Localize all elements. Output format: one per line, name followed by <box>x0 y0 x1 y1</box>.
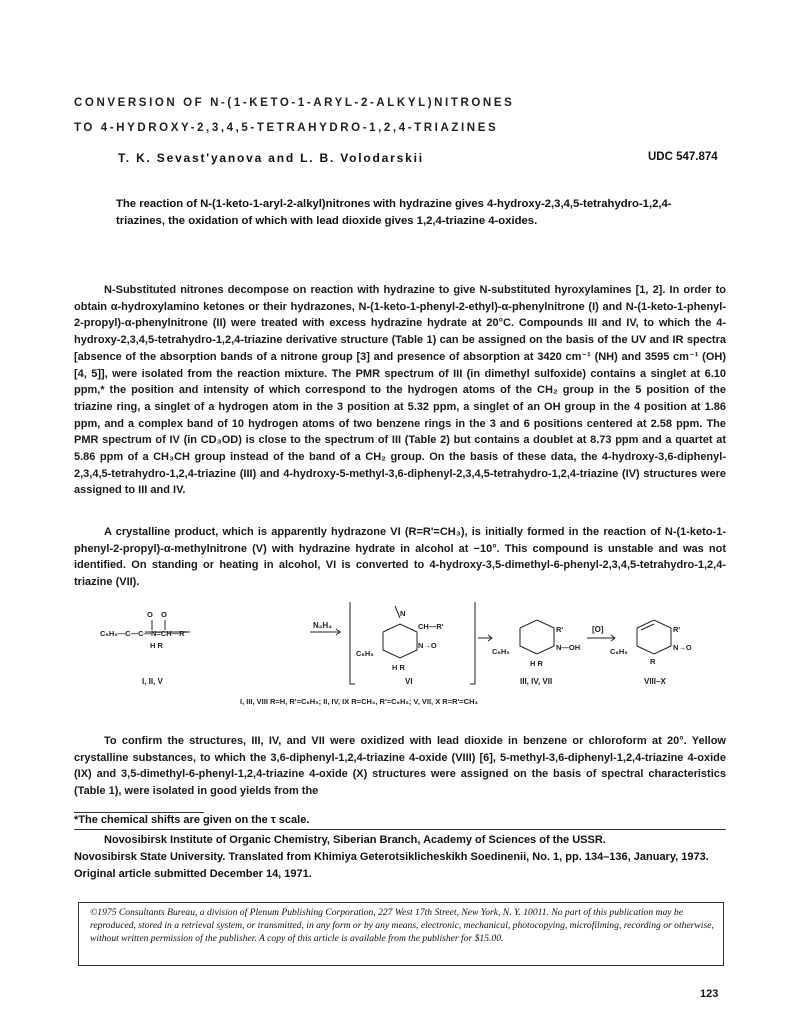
affiliation-line-1: Novosibirsk Institute of Organic Chemistry, Siberian Branch, Academy of Sciences of the USSR. <box>104 834 606 846</box>
scheme-struct-vi-n2: N→O <box>418 641 437 650</box>
footnote-rule <box>74 812 204 813</box>
scheme-struct-i-sub: H R <box>150 641 163 650</box>
scheme-struct-vi-sub: H R <box>392 663 405 672</box>
affiliation-rule <box>74 829 726 830</box>
scheme-reagent-oxidant: [O] <box>592 625 604 634</box>
body-section-1 <box>74 282 726 499</box>
paragraph-1: N-Substituted nitrones decompose on reaction with hydrazine to give N-substituted hyroxylamines [1, 2]. In order to obtain α-hydroxylamino ketones or their hydrazones, N-(1-keto-1-phenyl-2-ethyl)-α-phenylnitrone (I) and N-(1-keto-1-phenyl-2-propyl)-α-phenylnitrone (II) were treated with excess hydrazine hydrate at 20°C. Compounds III and IV, to which the 4-hydroxy-2,3,4,5-tetrahydro-1,2,4-triazine derivative structure (Table 1) can be assigned on the basis of the UV and IR spectra [absence of the absorption bands of a nitrone group [3] and presence of absorption at 3420 cm⁻¹ (NH) and 3595 cm⁻¹ (OH) [4, 5]], were isolated from the reaction mixture. The PMR spectrum of III (in dimethyl sulfoxide) contains a singlet at 6.10 ppm,* the position and intensity of which correspond to the hydrogen atoms of the CH₂ group in the 5 position of the triazine ring, a singlet of a hydrogen atom in the 3 position at 5.32 ppm, a singlet of an OH group in the 4 position at 1.86 ppm, and a complex band of 10 hydrogen atoms of two benzene rings in the 3 and 6 positions centered at 2.58 ppm. The PMR spectrum of IV (in CD₃OD) is close to the spectrum of III (Table 2) but contains a doublet at 8.73 ppm and a quartet at 5.86 ppm of a CH₃CH group instead of the band of a CH₂ group. On the basis of these data, the 4-hydroxy-3,6-diphenyl-2,3,4,5-tetrahydro-1,2,4-triazine (III) and 4-hydroxy-5-methyl-3,6-diphenyl-2,3,4,5-tetrahydro-1,2,4-triazine (IV) structures were assigned to III and IV. <box>74 284 726 497</box>
scheme-reagent-hydrazine: N₂H₄ <box>313 621 332 630</box>
footnote: *The chemical shifts are given on the τ scale. <box>74 814 310 826</box>
scheme-struct-iii-ph: C₆H₅ <box>492 647 510 656</box>
scheme-struct-vi-n: N <box>400 609 406 618</box>
scheme-label-vi: VI <box>405 677 413 686</box>
affiliation <box>74 832 726 883</box>
affiliation-line-2: Novosibirsk State University. Translated from Khimiya Geterotsiklicheskikh Soedinenii, No. 1, pp. 134–136, January, 1973. Original article submitted December 14, 1971. <box>74 851 709 880</box>
paragraph-3: To confirm the structures, III, IV, and VII were oxidized with lead dioxide in benzene or chloroform at 20°. Yellow crystalline substances, to which the 3,6-diphenyl-1,2,4-triazine 4-oxide (VIII) [6], 5-methyl-3,6-diphenyl-1,2,4-triazine 4-oxide (IX) and 3,5-dimethyl-6-phenyl-1,2,4-triazine 4-oxide (X) structures were assigned on the basis of spectral characteristics (Table 1), were isolated in good yields from the <box>74 735 726 798</box>
scheme-atom-o2: O <box>161 610 167 619</box>
copyright-notice: ©1975 Consultants Bureau, a division of Plenum Publishing Corporation, 227 West 17th Street, New York, N. Y. 10011. No part of this publication may be reproduced, stored in a retrieval system, or transmitted, in any form or by any means, electronic, mechanical, photocopying, microfilming, recording or otherwise, without written permission of the publisher. A copy of this article is available from the publisher for $15.00. <box>90 907 714 944</box>
title-line-1: CONVERSION OF N-(1-KETO-1-ARYL-2-ALKYL)NITRONES <box>74 97 515 109</box>
abstract: The reaction of N-(1-keto-1-aryl-2-alkyl)nitrones with hydrazine gives 4-hydroxy-2,3,4,5-tetrahydro-1,2,4-triazines, the oxidation of which with lead dioxide gives 1,2,4-triazine 4-oxides. <box>116 198 672 227</box>
scheme-struct-viii-r2: R <box>650 657 656 666</box>
title-line-2: TO 4-HYDROXY-2,3,4,5-TETRAHYDRO-1,2,4-TRIAZINES <box>74 122 499 134</box>
body-section-2 <box>74 524 726 591</box>
scheme-struct-vi-ch: CH—R' <box>418 622 444 631</box>
scheme-struct-viii-no: N→O <box>673 643 692 652</box>
reaction-scheme <box>100 602 720 712</box>
scheme-atom-o1: O <box>147 610 153 619</box>
scheme-struct-vi-ph: C₆H₅ <box>356 649 374 658</box>
scheme-struct-i-left: C₆H₅—C—C—N=CH—R' <box>100 629 187 638</box>
paragraph-2: A crystalline product, which is apparently hydrazone VI (R=R'=CH₃), is initially formed in the reaction of N-(1-keto-1-phenyl-2-propyl)-α-methylnitrone (V) with hydrazine hydrate in alcohol at −10°. This compound is unstable and was not identified. On standing or heating in alcohol, VI is converted to 4-hydroxy-3,5-dimethyl-6-phenyl-2,3,4,5-tetrahydro-1,2,4-triazine (VII). <box>74 526 726 589</box>
authors: T. K. Sevast'yanova and L. B. Volodarskii <box>118 151 424 165</box>
scheme-label-i-ii-v: I, II, V <box>142 677 163 686</box>
page-number: 123 <box>700 988 719 1000</box>
scheme-caption: I, III, VIII R=H, R'=C₆H₅; II, IV, IX R=CH₃, R'=C₆H₅; V, VII, X R=R'=CH₃ <box>240 697 478 706</box>
scheme-struct-viii-ph: C₆H₅ <box>610 647 628 656</box>
udc-code: UDC 547.874 <box>648 151 718 163</box>
scheme-struct-iii-r: R' <box>556 625 564 634</box>
scheme-struct-iii-sub: H R <box>530 659 543 668</box>
scheme-struct-iii-oh: N—OH <box>556 643 581 652</box>
scheme-label-viii-x: VIII–X <box>644 677 666 686</box>
scheme-struct-viii-r: R' <box>673 625 681 634</box>
scheme-label-iii-iv-vii: III, IV, VII <box>520 677 553 686</box>
body-section-3 <box>74 733 726 800</box>
